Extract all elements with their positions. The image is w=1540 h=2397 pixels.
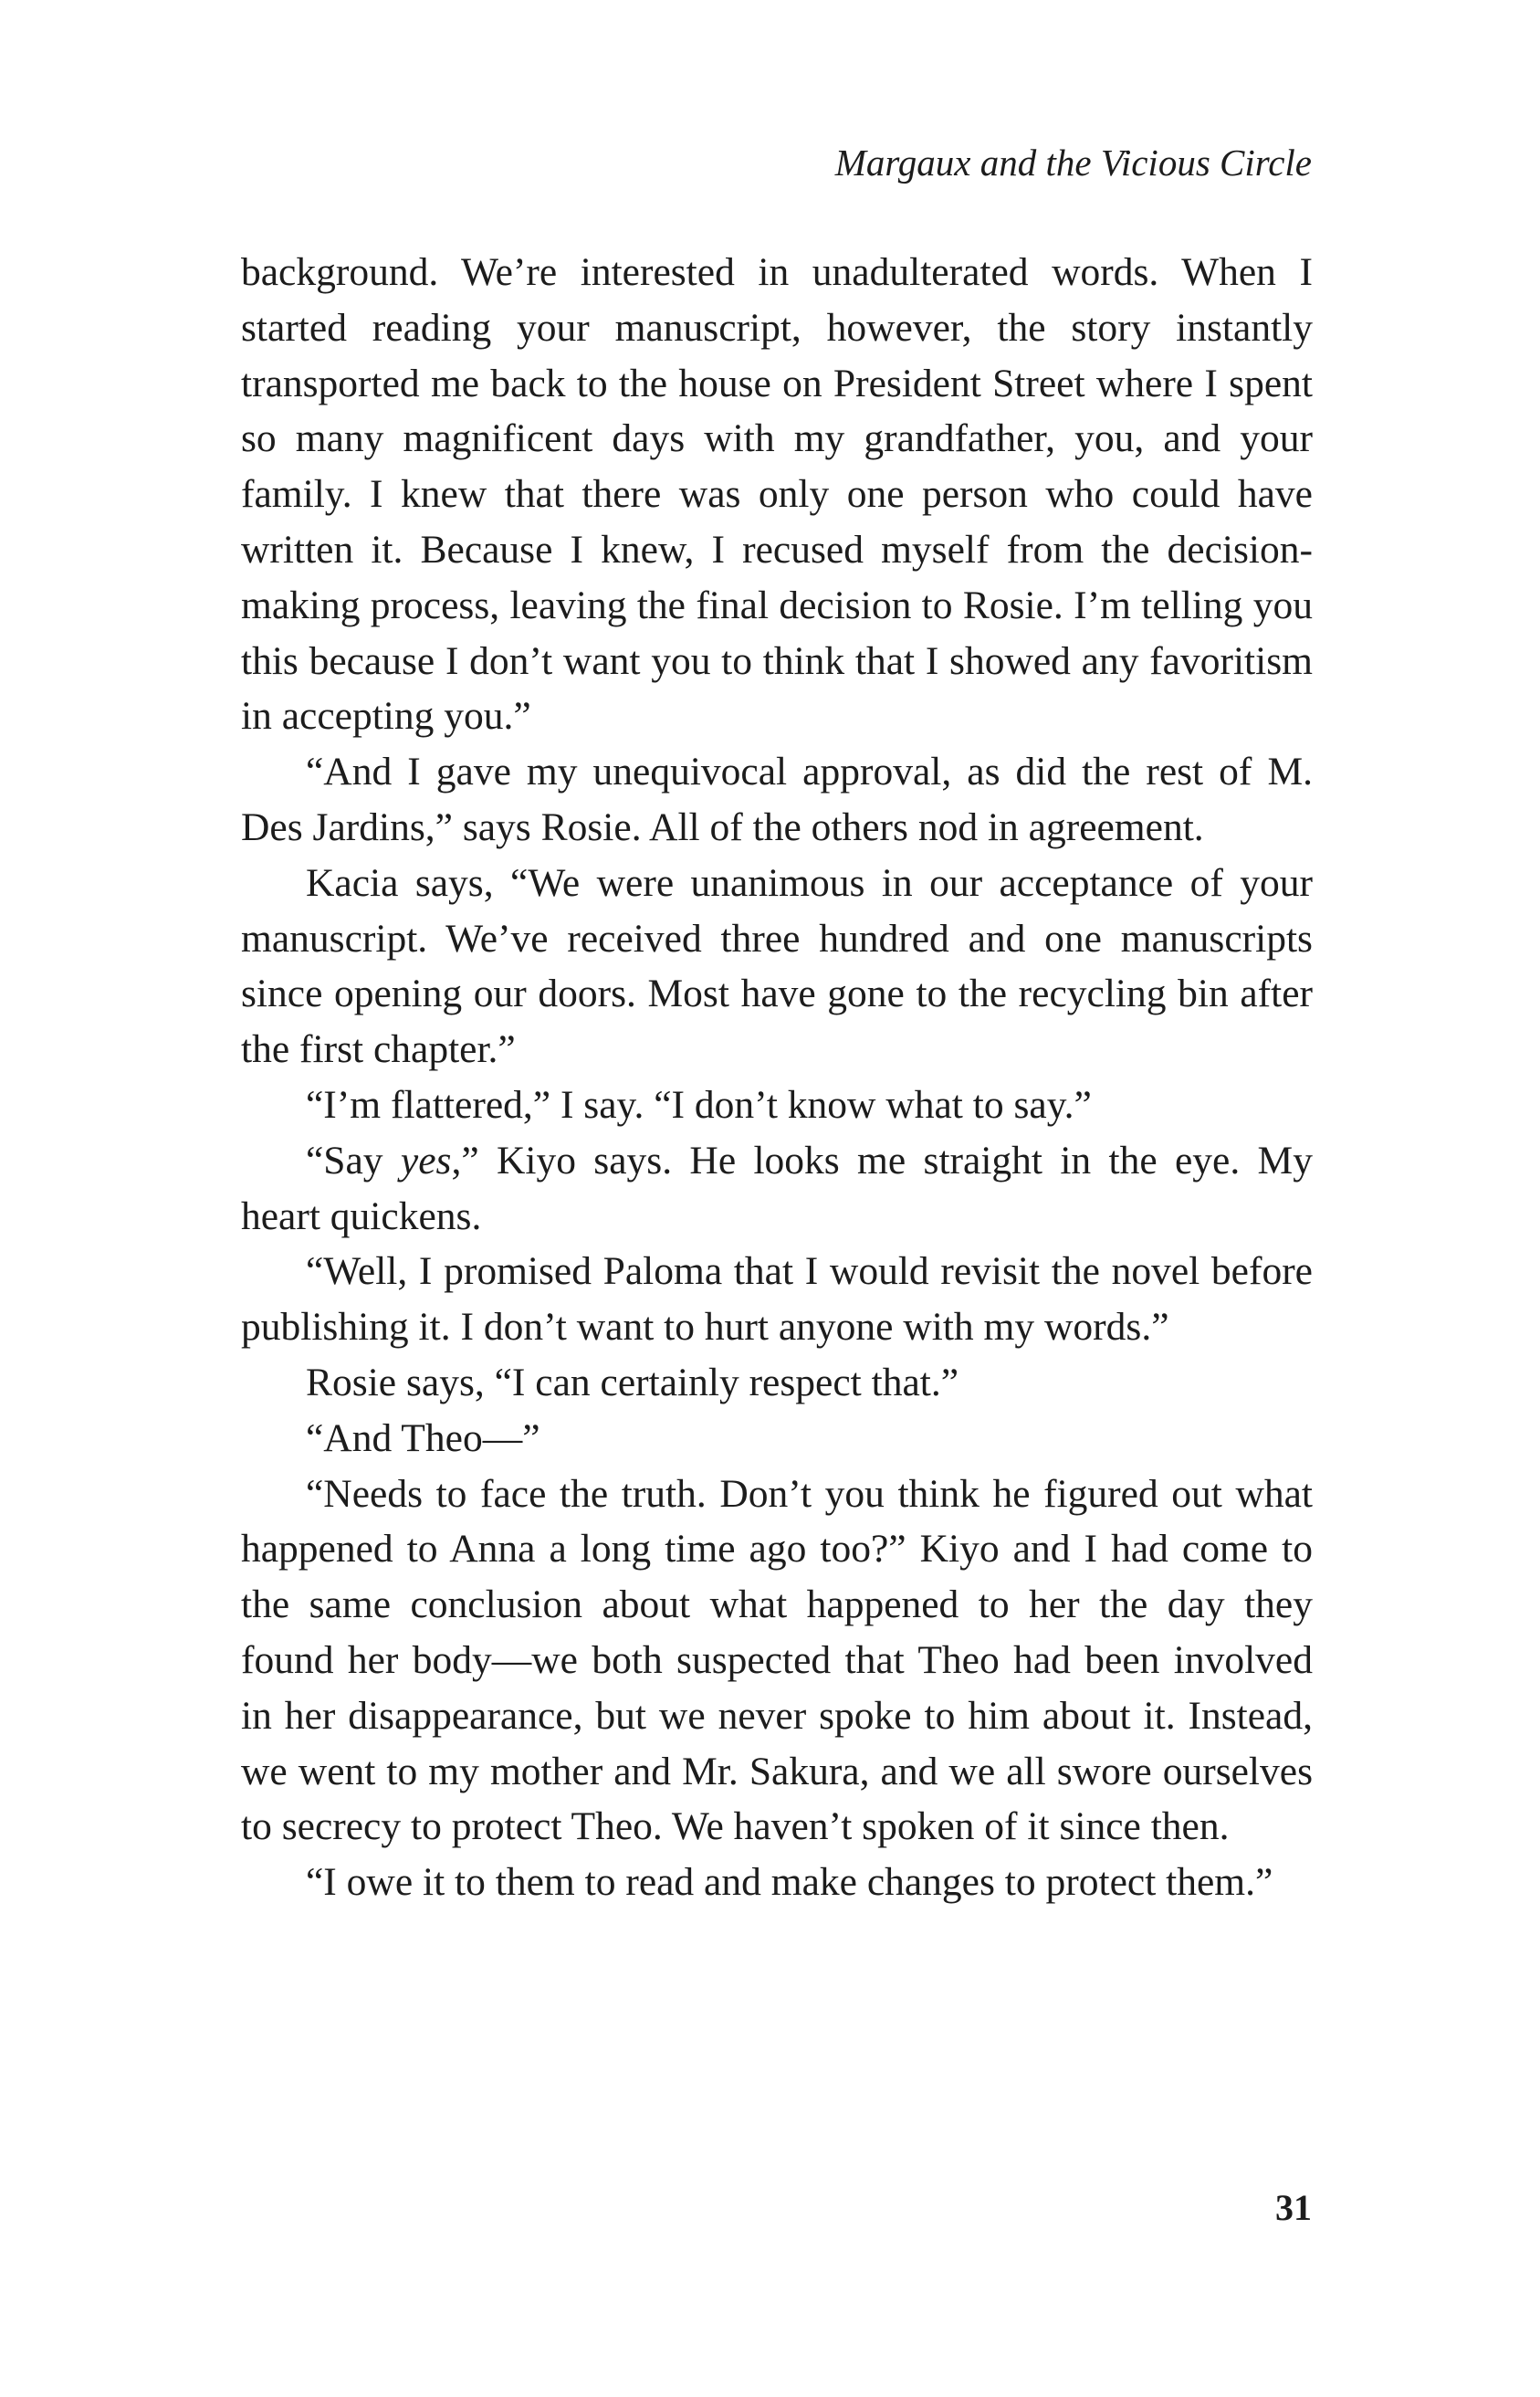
- page-number: 31: [1275, 2187, 1312, 2228]
- paragraph: “And I gave my unequivocal approval, as did the rest of M. Des Jardins,” says Rosie. All of the others nod in agreement.: [241, 750, 1313, 849]
- running-header: Margaux and the Vicious Circle: [834, 142, 1312, 184]
- text-run: “Say: [306, 1138, 401, 1183]
- paragraph: “Well, I promised Paloma that I would revisit the novel before publishing it. I don’t want to hurt anyone with my words.”: [241, 1249, 1313, 1350]
- paragraph-with-emphasis: [241, 1133, 1313, 1245]
- paragraph: “Needs to face the truth. Don’t you think he figured out what happened to Anna a long time ago too?” Kiyo and I had come to the same conclusion about what happened to her the day they found her body—we both suspected that Theo had been involved in her disappearance, but we never spoke to him about it. Instead, we went to my mother and Mr. Sakura, and we all swore ourselves to secrecy to protect Theo. We haven’t spoken of it since then.: [241, 1471, 1313, 1849]
- paragraph: background. We’re interested in unadulterated words. When I started reading your manuscript, however, the story instantly transported me back to the house on President Street where I spent so many magnificent days with my grandfather, you, and your family. I knew that there was only one person who could have written it. Because I knew, I recused myself from the decision-making process, leaving the final decision to Rosie. I’m telling you this because I don’t want you to think that I showed any favoritism in accepting you.”: [241, 250, 1313, 739]
- emphasized-word: yes: [400, 1138, 452, 1183]
- text-run: ,” Kiyo says. He looks me straight in the eye. My heart quickens.: [241, 1138, 1313, 1238]
- paragraph: “I’m flattered,” I say. “I don’t know what to say.”: [306, 1082, 1092, 1127]
- body-text: [241, 245, 1313, 1910]
- paragraph: “I owe it to them to read and make changes to protect them.”: [306, 1860, 1273, 1905]
- paragraph: “And Theo—”: [306, 1415, 540, 1460]
- paragraph: Rosie says, “I can certainly respect that.”: [306, 1360, 959, 1404]
- paragraph: Kacia says, “We were unanimous in our acceptance of your manuscript. We’ve received three hundred and one manuscripts since opening our doors. Most have gone to the recycling bin after the first chapter.”: [241, 860, 1313, 1072]
